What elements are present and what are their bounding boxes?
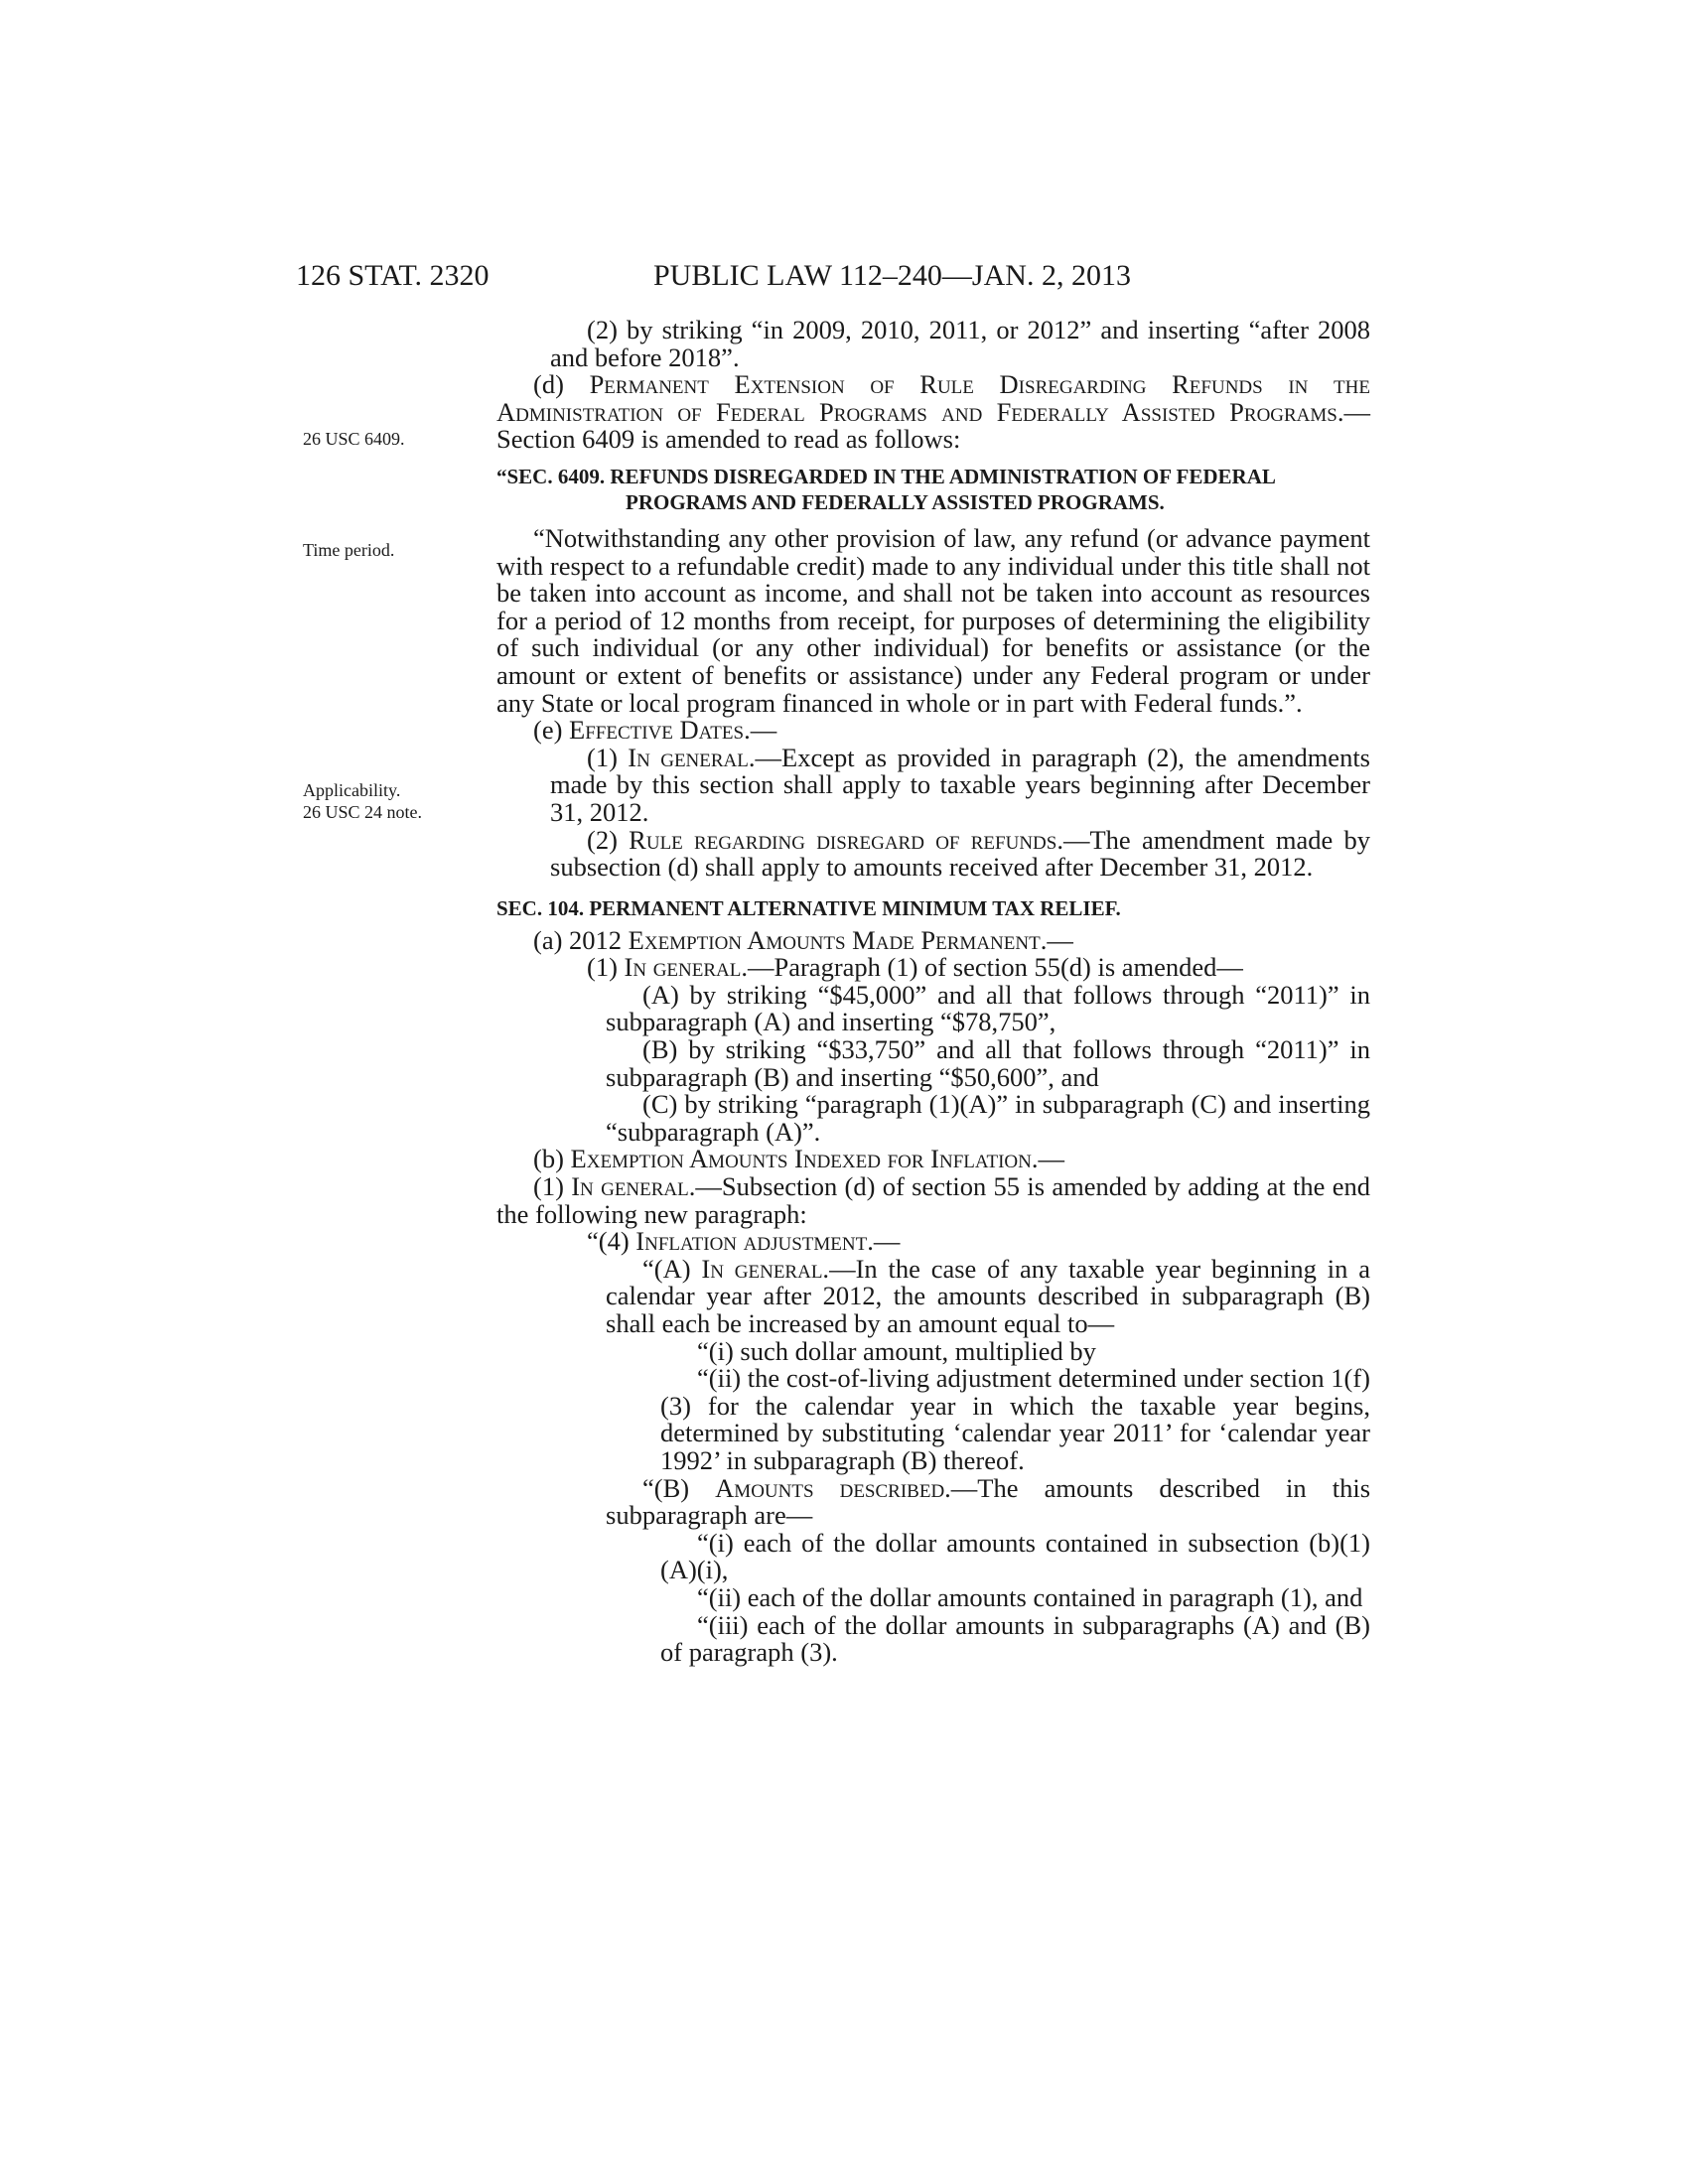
subsection-d: [496, 371, 1370, 454]
subsection-b-heading: Exemption Amounts Indexed for Inflation.: [570, 1144, 1039, 1174]
subparagraph-a1-C: (C) by striking “paragraph (1)(A)” in subparagraph (C) and inserting “subparagraph (A)”.: [606, 1089, 1370, 1147]
paragraph-4-heading: Inflation adjustment.: [635, 1226, 874, 1257]
paragraph-4-dash: —: [873, 1226, 901, 1257]
subparagraph-4-A-text: —In the case of any taxable year beginning in a calendar year after 2012, the amounts described in subparagraph (B) shall each be increased by an amount equal to—: [606, 1253, 1370, 1338]
subsection-d-heading: Permanent Extension of Rule Disregarding Refunds in the Administration of Federal Programs and Federally Assisted Programs.: [496, 369, 1370, 427]
subsection-e-dash: —: [750, 715, 777, 746]
paragraph-b1-enum: (1): [533, 1171, 572, 1202]
margin-note-usc-24-note: 26 USC 24 note.: [303, 802, 423, 822]
paragraph-e1: [496, 742, 1370, 827]
paragraph-e2-text: —The amendment made by subsection (d) shall apply to amounts received after December 31, 2012.: [550, 824, 1370, 883]
paragraph-a1: [496, 954, 1370, 982]
subsection-d-enum: (d): [533, 369, 590, 400]
margin-note-usc-6409: 26 USC 6409.: [303, 429, 405, 449]
paragraph-a1-text: —Paragraph (1) of section 55(d) is amended—: [747, 952, 1243, 983]
clause-4-A-i: “(i) such dollar amount, multiplied by: [697, 1335, 1096, 1366]
paragraph-b1: [496, 1173, 1370, 1228]
clause-4-B-iii: “(iii) each of the dollar amounts in subparagraphs (A) and (B) of paragraph (3).: [660, 1609, 1370, 1668]
subparagraph-a1-B: (B) by striking “$33,750” and all that follows through “2011)” in subparagraph (B) and inserting “$50,600”, and: [606, 1034, 1370, 1092]
subsection-d-text: —Section 6409 is amended to read as follows:: [496, 396, 1370, 455]
section-6409-heading: “SEC. 6409. REFUNDS DISREGARDED IN THE ADMINISTRATION OF FEDERAL PROGRAMS AND FEDERALLY ASSISTED PROGRAMS.: [496, 464, 1275, 514]
subparagraph-4-B-text: —The amounts described in this subparagraph are—: [606, 1472, 1371, 1531]
subparagraph-4-A-enum: “(A): [642, 1253, 702, 1284]
paragraph-a1-heading: In general.: [624, 952, 748, 983]
paragraph-e1-heading: In general.: [628, 742, 756, 772]
clause-4-B-ii: “(ii) each of the dollar amounts contained in paragraph (1), and: [697, 1581, 1363, 1612]
page-header: [296, 256, 1378, 296]
margin-note-time-period: Time period.: [303, 540, 395, 560]
paragraph-4: [496, 1228, 1370, 1256]
subsection-e-enum: (e): [533, 715, 570, 746]
paragraph-e1-text: —Except as provided in paragraph (2), the amendments made by this section shall apply to taxable years beginning after December 31, 2012.: [550, 742, 1370, 827]
subsection-a: [496, 924, 1370, 955]
public-law-title: PUBLIC LAW 112–240—JAN. 2, 2013: [653, 259, 1131, 292]
subsection-e-heading: Effective Dates.: [569, 715, 751, 746]
subsection-a-enum: (a) 2012: [533, 924, 629, 955]
paragraph-4-enum: “(4): [587, 1226, 636, 1257]
section-104-heading: SEC. 104. PERMANENT ALTERNATIVE MINIMUM TAX RELIEF.: [496, 895, 1121, 920]
subparagraph-4-B-enum: “(B): [642, 1472, 716, 1503]
section-6409-text: “Notwithstanding any other provision of law, any refund (or advance payment with respect to a refundable credit) made to any individual under this title shall not be taken into account as income, and shall not be taken into account as resources for a period of 12 months from receipt, for purposes of determining the eligibility of such individual (or any other individual) for benefits or assistance (or the amount or extent of benefits or assistance) under any Federal program or under any State or local program financed in whole or in part with Federal funds.”.: [496, 522, 1370, 718]
paragraph-e2-enum: (2): [587, 824, 630, 855]
clause-4-A-ii: “(ii) the cost-of-living adjustment determined under section 1(f)(3) for the calendar year in which the taxable year begins, determined by substituting ‘calendar year 2011’ for ‘calendar year 1992’ in subparagraph (B) thereof.: [660, 1363, 1370, 1475]
statute-page-number: 126 STAT. 2320: [296, 259, 490, 292]
margin-note-applicability: Applicability.: [303, 780, 401, 800]
paragraph-a1-enum: (1): [587, 952, 625, 983]
paragraph-e1-enum: (1): [587, 742, 629, 772]
subsection-b-dash: —: [1038, 1144, 1065, 1174]
paragraph-b1-text: —Subsection (d) of section 55 is amended by adding at the end the following new paragraph:: [496, 1171, 1371, 1229]
subsection-e: [496, 717, 1370, 745]
subsection-a-dash: —: [1047, 924, 1073, 955]
subparagraph-4-A-heading: In general.: [701, 1253, 830, 1284]
paragraph-b1-heading: In general.: [571, 1171, 696, 1202]
paragraph-e2: [496, 824, 1370, 883]
subsection-a-heading: Exemption Amounts Made Permanent.: [628, 924, 1048, 955]
paragraph-e2-heading: Rule regarding disregard of refunds.: [629, 824, 1063, 855]
subparagraph-4-B-heading: Amounts described.: [715, 1472, 951, 1503]
subsection-b-enum: (b): [533, 1144, 571, 1174]
subparagraph-4-B: [496, 1472, 1371, 1531]
subsection-b: [496, 1146, 1370, 1173]
paragraph-c2: (2) by striking “in 2009, 2010, 2011, or 2012” and inserting “after 2008 and before 2018”.: [550, 315, 1370, 372]
subparagraph-a1-A: (A) by striking “$45,000” and all that follows through “2011)” in subparagraph (A) and inserting “$78,750”,: [606, 979, 1370, 1037]
subparagraph-4-A: [496, 1253, 1370, 1338]
clause-4-B-i: “(i) each of the dollar amounts contained in subsection (b)(1)(A)(i),: [660, 1527, 1370, 1585]
statute-body: [496, 317, 1370, 1667]
